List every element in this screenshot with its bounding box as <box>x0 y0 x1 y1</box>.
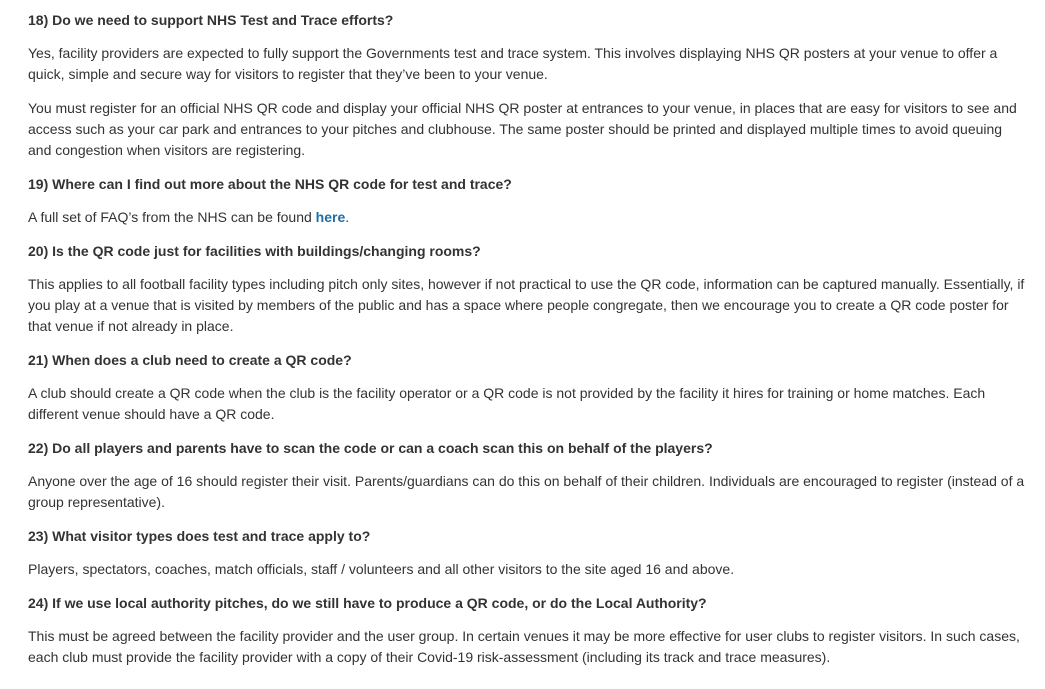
faq-answer-21: A club should create a QR code when the club is the facility operator or a QR code is not provided by the facility it hires for training or home matches. Each different venue should have a QR code. <box>28 385 986 422</box>
nhs-faq-link[interactable]: here <box>315 209 346 225</box>
faq-answer-19 <box>28 207 1025 228</box>
faq-question-19: 19) Where can I find out more about the NHS QR code for test and trace? <box>28 176 512 192</box>
faq-question-24: 24) If we use local authority pitches, do we still have to produce a QR code, or do the Local Authority? <box>28 595 707 611</box>
faq-answer-19-prefix: A full set of FAQ’s from the NHS can be found <box>28 209 316 225</box>
faq-answer-22: Anyone over the age of 16 should register their visit. Parents/guardians can do this on behalf of their children. Individuals are encouraged to register (instead of a group representative). <box>28 473 1025 510</box>
faq-answer-20: This applies to all football facility types including pitch only sites, however if not practical to use the QR code, information can be captured manually. Essentially, if you play at a venue that is visited by members of the public and has a space where people congregate, then we encourage you to create a QR code poster for that venue if not already in place. <box>28 276 1025 334</box>
faq-question-20: 20) Is the QR code just for facilities with buildings/changing rooms? <box>28 243 481 259</box>
faq-answer-19-suffix: . <box>345 209 350 225</box>
faq-answer-24: This must be agreed between the facility provider and the user group. In certain venues it may be more effective for user clubs to register visitors. In such cases, each club must provide the facility provider with a copy of their Covid-19 risk-assessment (including its track and trace measures). <box>28 628 1020 665</box>
faq-answer-23: Players, spectators, coaches, match officials, staff / volunteers and all other visitors to the site aged 16 and above. <box>28 561 735 577</box>
faq-question-22: 22) Do all players and parents have to scan the code or can a coach scan this on behalf of the players? <box>28 440 713 456</box>
faq-section <box>28 10 1025 681</box>
faq-question-23: 23) What visitor types does test and trace apply to? <box>28 528 371 544</box>
faq-question-18: 18) Do we need to support NHS Test and Trace efforts? <box>28 12 394 28</box>
faq-answer-18-p1: Yes, facility providers are expected to fully support the Governments test and trace system. This involves displaying NHS QR posters at your venue to offer a quick, simple and secure way for visitors to register that they’ve been to your venue. <box>28 45 998 82</box>
faq-answer-18-p2: You must register for an official NHS QR code and display your official NHS QR poster at entrances to your venue, in places that are easy for visitors to see and access such as your car park and entrances to your pitches and clubhouse. The same poster should be printed and displayed multiple times to avoid queuing and congestion when visitors are registering. <box>28 100 1017 158</box>
faq-question-21: 21) When does a club need to create a QR code? <box>28 352 352 368</box>
